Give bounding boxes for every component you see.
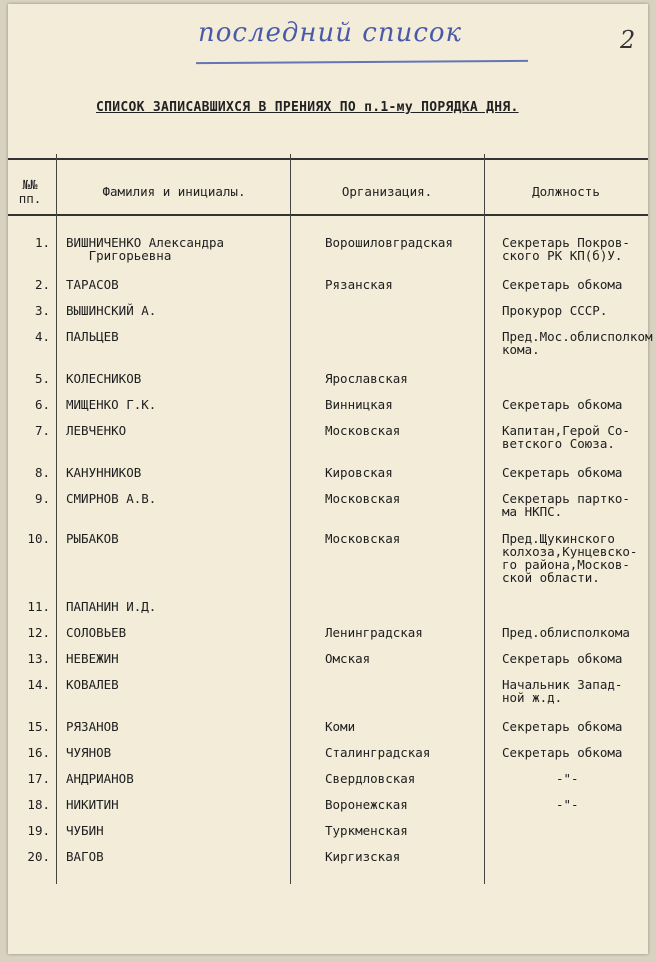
- row-name: ВЫШИНСКИЙ А.: [66, 303, 157, 318]
- row-number: 17.: [27, 771, 50, 786]
- row-organization: Омская: [325, 651, 371, 666]
- column-divider: [484, 154, 485, 884]
- row-number: 3.: [34, 303, 50, 318]
- column-divider: [56, 154, 57, 884]
- row-name: КОЛЕСНИКОВ: [66, 371, 142, 386]
- table-top-rule: [8, 158, 648, 160]
- row-position: Пред.Щукинского колхоза,Кунцевско- го района,Москов- ской области.: [502, 531, 638, 585]
- page-number: 2: [620, 26, 636, 54]
- document-title: СПИСОК ЗАПИСАВШИХСЯ В ПРЕНИЯХ ПО п.1-му ПОРЯДКА ДНЯ.: [96, 100, 519, 115]
- row-name: ВИШНИЧЕНКО Александра Григорьевна: [66, 235, 225, 263]
- row-organization: Рязанская: [325, 277, 393, 292]
- row-position: Секретарь партко- ма НКПС.: [502, 491, 630, 519]
- row-number: 12.: [27, 625, 50, 640]
- row-name: НЕВЕЖИН: [66, 651, 119, 666]
- row-position: Пред.облисполкома: [502, 625, 630, 640]
- row-organization: Винницкая: [325, 397, 393, 412]
- row-name: КАНУННИКОВ: [66, 465, 142, 480]
- row-organization: Ленинградская: [325, 625, 423, 640]
- row-number: 20.: [27, 849, 50, 864]
- row-number: 5.: [34, 371, 50, 386]
- header-position: Должность: [532, 184, 600, 199]
- row-number: 18.: [27, 797, 50, 812]
- row-name: ПАПАНИН И.Д.: [66, 599, 157, 614]
- row-number: 19.: [27, 823, 50, 838]
- row-position: Секретарь Покров- ского РК КП(б)У.: [502, 235, 630, 263]
- row-number: 14.: [27, 677, 50, 692]
- header-number: [8, 178, 52, 206]
- row-organization: Московская: [325, 491, 401, 506]
- row-number: 11.: [27, 599, 50, 614]
- row-number: 6.: [34, 397, 50, 412]
- row-position: -"-: [556, 771, 579, 786]
- row-position: Секретарь обкома: [502, 719, 623, 734]
- row-position: Секретарь обкома: [502, 745, 623, 760]
- row-number: 8.: [34, 465, 50, 480]
- row-name: КОВАЛЕВ: [66, 677, 119, 692]
- row-organization: Ворошиловградская: [325, 235, 453, 250]
- row-organization: Сталинградская: [325, 745, 431, 760]
- document-page: [8, 4, 653, 954]
- row-position: Секретарь обкома: [502, 397, 623, 412]
- row-number: 4.: [34, 329, 50, 344]
- row-organization: Воронежская: [325, 797, 408, 812]
- row-name: ЧУБИН: [66, 823, 104, 838]
- handwritten-underline: [196, 60, 528, 64]
- row-name: ЛЕВЧЕНКО: [66, 423, 127, 438]
- row-name: РЯЗАНОВ: [66, 719, 119, 734]
- column-divider: [290, 154, 291, 884]
- handwritten-note: последний список: [198, 18, 463, 48]
- row-position: Секретарь обкома: [502, 277, 623, 292]
- header-organization: Организация.: [341, 184, 433, 199]
- row-name: ТАРАСОВ: [66, 277, 119, 292]
- row-name: СМИРНОВ А.В.: [66, 491, 157, 506]
- row-number: 16.: [27, 745, 50, 760]
- row-position: Секретарь обкома: [502, 651, 623, 666]
- row-name: НИКИТИН: [66, 797, 119, 812]
- row-organization: Туркменская: [325, 823, 408, 838]
- row-number: 9.: [34, 491, 50, 506]
- row-organization: Московская: [325, 423, 401, 438]
- row-name: АНДРИАНОВ: [66, 771, 134, 786]
- row-position: Начальник Запад- ной ж.д.: [502, 677, 623, 705]
- row-position: Пред.Мос.облисполком кома.: [502, 329, 653, 357]
- row-organization: Киргизская: [325, 849, 401, 864]
- row-name: ВАГОВ: [66, 849, 104, 864]
- row-position: -"-: [556, 797, 579, 812]
- row-name: ПАЛЬЦЕВ: [66, 329, 119, 344]
- row-number: 15.: [27, 719, 50, 734]
- row-organization: Свердловская: [325, 771, 416, 786]
- row-position: Секретарь обкома: [502, 465, 623, 480]
- table-header-rule: [8, 214, 648, 216]
- row-position: Прокурор СССР.: [502, 303, 608, 318]
- row-number: 1.: [34, 235, 50, 250]
- row-organization: Ярославская: [325, 371, 408, 386]
- row-number: 13.: [27, 651, 50, 666]
- row-name: МИЩЕНКО Г.К.: [66, 397, 157, 412]
- header-name: Фамилия и инициалы.: [102, 184, 246, 199]
- header-number-line-2: пп.: [18, 191, 42, 206]
- row-number: 10.: [27, 531, 50, 546]
- row-number: 7.: [34, 423, 50, 438]
- header-number-line-1: №№: [22, 177, 38, 192]
- row-organization: Коми: [325, 719, 356, 734]
- row-organization: Кировская: [325, 465, 393, 480]
- speakers-table: [8, 154, 656, 894]
- row-number: 2.: [34, 277, 50, 292]
- row-name: ЧУЯНОВ: [66, 745, 112, 760]
- row-position: Капитан,Герой Со- ветского Союза.: [502, 423, 630, 451]
- row-name: РЫБАКОВ: [66, 531, 119, 546]
- row-organization: Московская: [325, 531, 401, 546]
- row-name: СОЛОВЬЕВ: [66, 625, 127, 640]
